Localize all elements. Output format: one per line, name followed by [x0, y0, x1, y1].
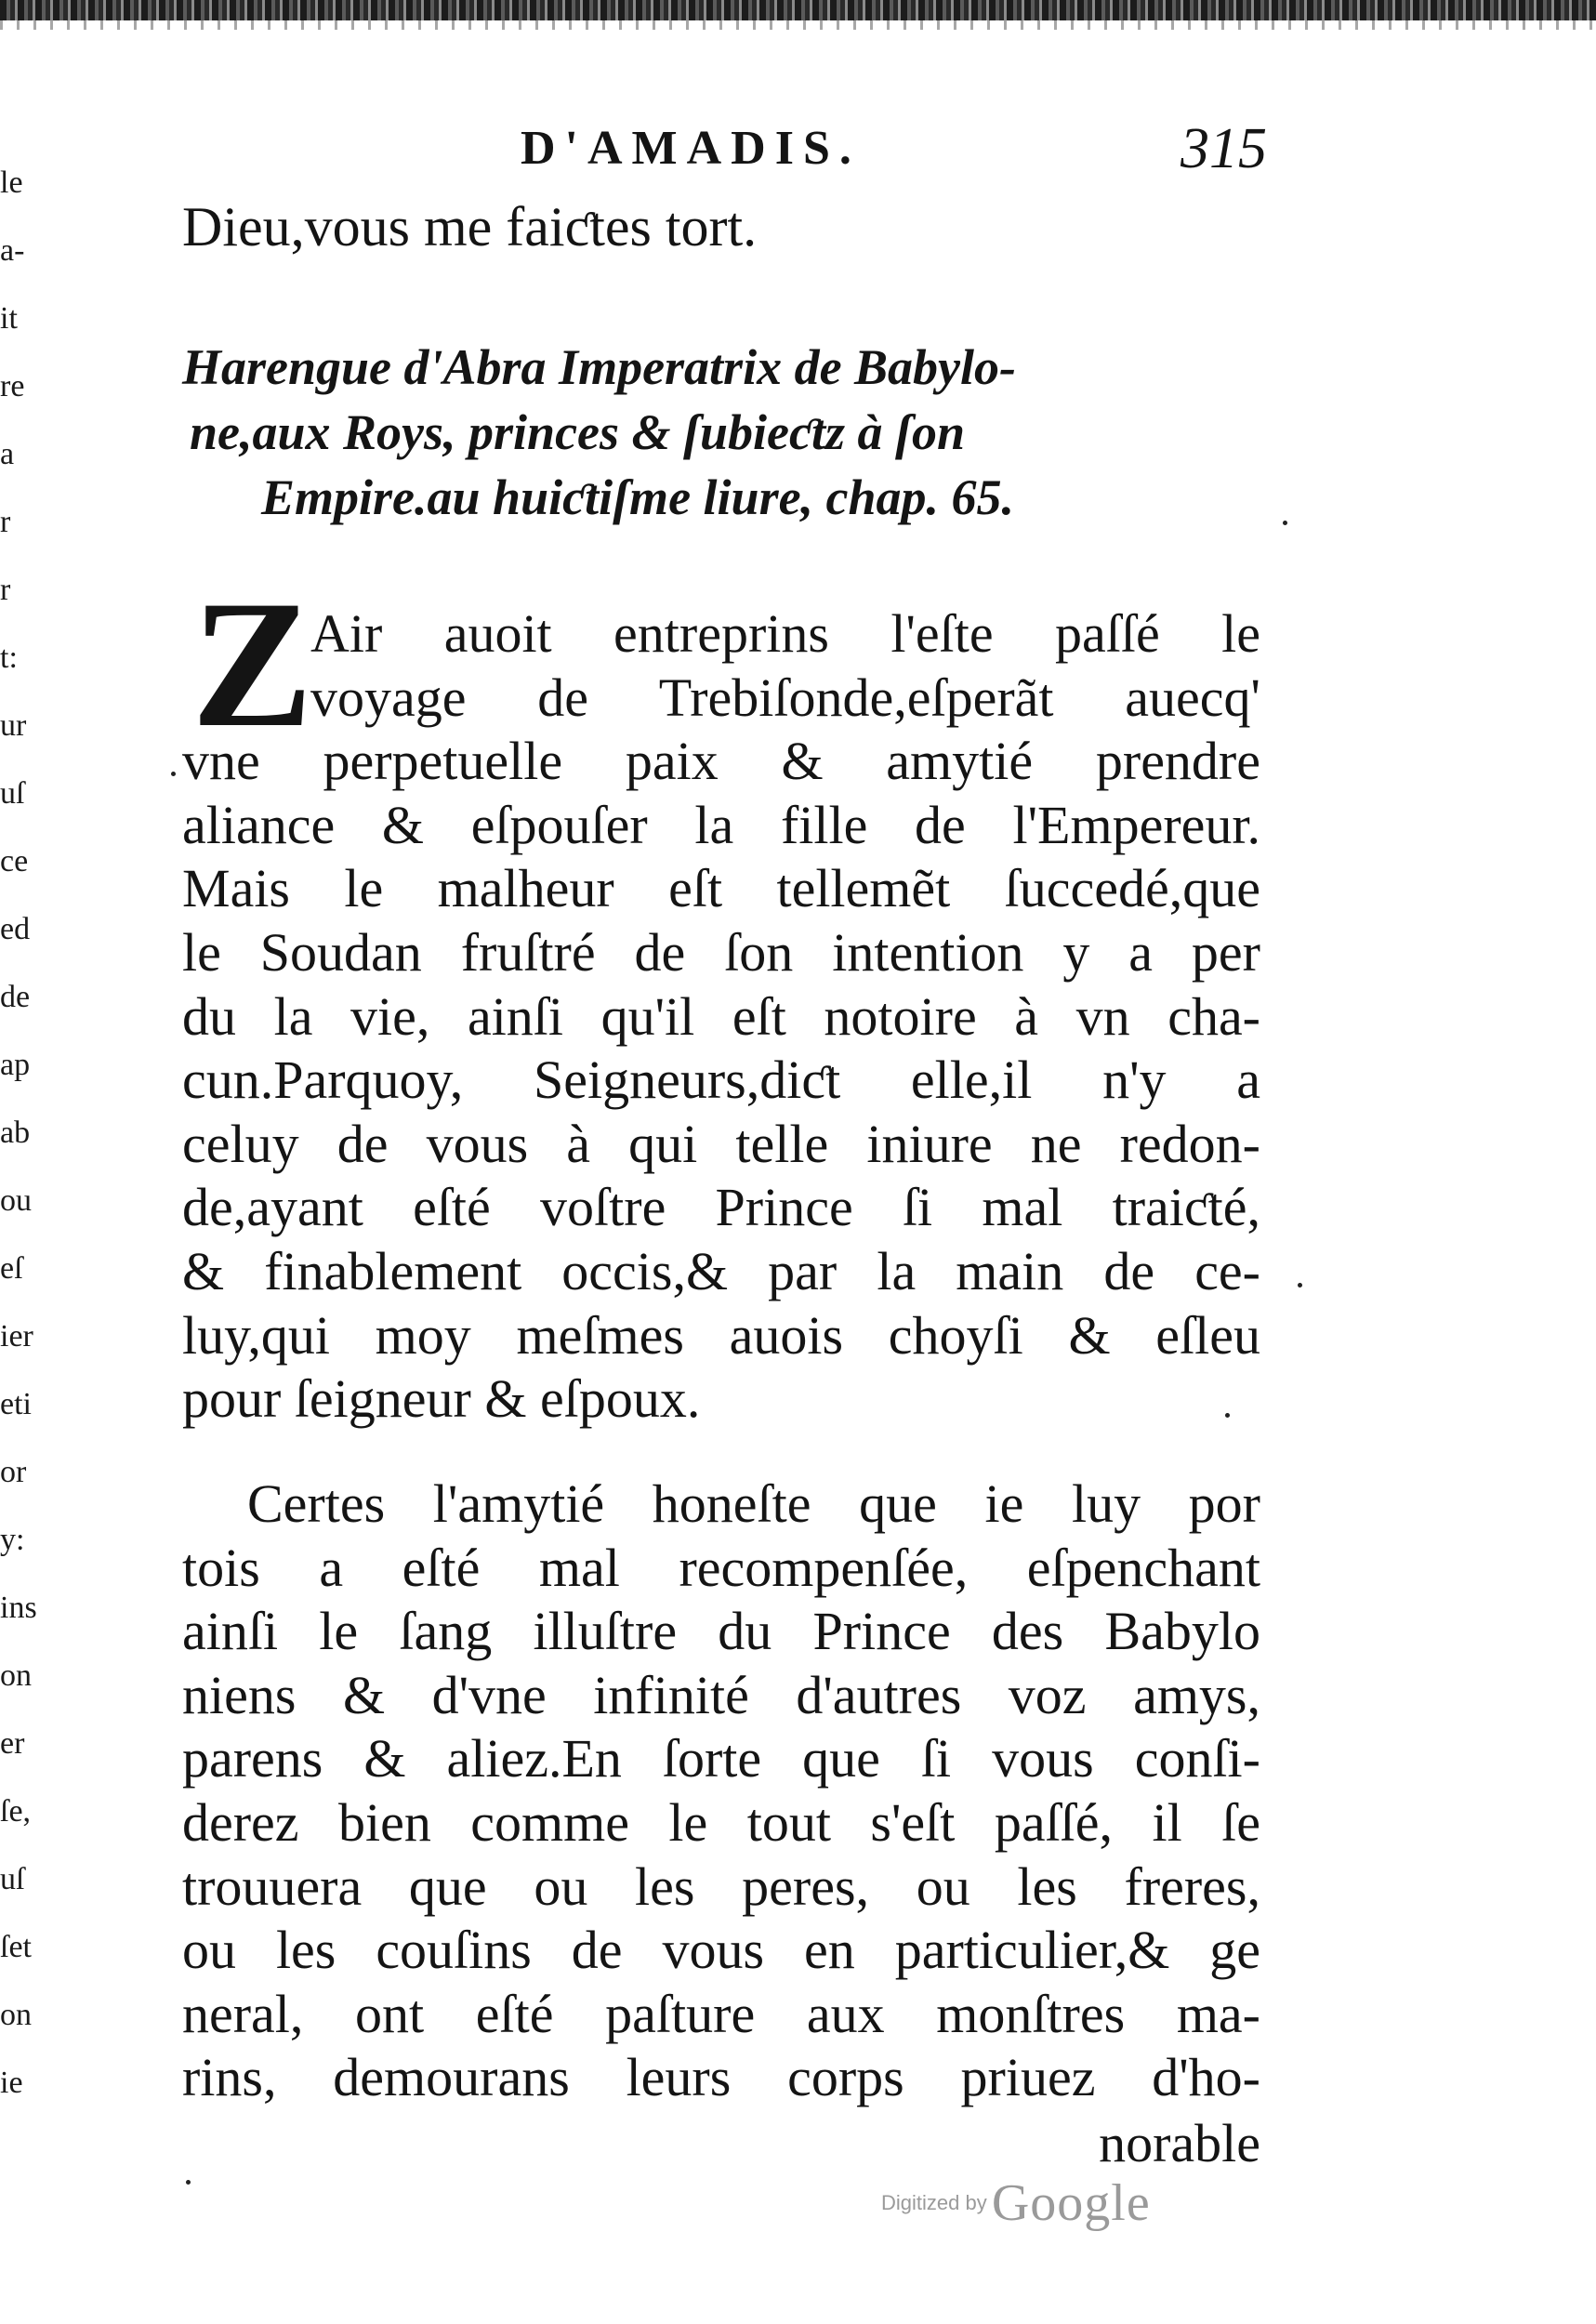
- continuation-text: [182, 195, 1260, 259]
- digitized-watermark: [881, 2173, 1151, 2248]
- margin-fragment: r: [0, 505, 11, 539]
- section-heading: [182, 335, 1214, 530]
- paragraph-1-line: de,ayant eſté voſtre Prince ſi mal traiƈté,: [182, 1177, 1260, 1238]
- margin-fragment: ſet: [0, 1930, 32, 1964]
- continuation-line: Dieu,vous me faiƈtes tort.: [182, 196, 758, 257]
- paragraph-2-line: trouuera que ou les peres, ou les freres,: [182, 1855, 1260, 1917]
- paragraph-2: [182, 1472, 1260, 2110]
- margin-fragment: or: [0, 1455, 27, 1489]
- catchword: norable: [1099, 2113, 1260, 2173]
- facing-page-margin: [0, 167, 41, 2147]
- margin-fragment: ed: [0, 912, 31, 946]
- margin-fragment: a-: [0, 233, 25, 268]
- margin-fragment: on: [0, 1658, 32, 1693]
- heading-line: ne,aux Roys, princes & ſubieƈtz à ſon: [190, 404, 966, 460]
- ink-speck: [1283, 521, 1287, 525]
- page-header: [0, 116, 1596, 181]
- heading-line: Harengue d'Abra Imperatrix de Babylo-: [182, 339, 1017, 395]
- margin-fragment: uſ: [0, 776, 25, 811]
- margin-fragment: le: [0, 165, 23, 200]
- margin-fragment: er: [0, 1726, 25, 1761]
- running-title: D'AMADIS.: [521, 122, 861, 175]
- margin-fragment: ab: [0, 1116, 31, 1150]
- paragraph-1-line: le Soudan fruſtré de ſon intention y a per: [182, 921, 1260, 983]
- margin-fragment: it: [0, 301, 18, 336]
- paragraph-1-line: celuy de vous à qui telle iniure ne redon-: [182, 1113, 1260, 1174]
- paragraph-2-line: ou les couſins de vous en particulier,& ge: [182, 1920, 1260, 1981]
- page-number: 315: [1181, 117, 1267, 180]
- margin-fragment: on: [0, 1998, 32, 2032]
- heading-line: Empire.au huiƈtiſme liure, chap. 65.: [261, 469, 1015, 525]
- ink-speck: [1225, 1413, 1230, 1418]
- page-top-edge: [0, 0, 1596, 20]
- paragraph-1-line: luy,qui moy meſmes auois choyſi & eſleu: [182, 1304, 1260, 1366]
- paragraph-1-line: Mais le malheur eſt tellemẽt ſuccedé,que: [182, 858, 1260, 919]
- margin-fragment: eti: [0, 1387, 32, 1421]
- watermark-prefix: Digitized by: [881, 2191, 987, 2214]
- margin-fragment: r: [0, 573, 11, 607]
- margin-fragment: de: [0, 980, 31, 1014]
- paragraph-1-line: voyage de Trebiſonde,eſperãt auecq': [310, 667, 1260, 728]
- paragraph-1-line: du la vie, ainſi qu'il eſt notoire à vn cha-: [182, 985, 1260, 1047]
- margin-fragment: uſ: [0, 1862, 25, 1896]
- page-top-edge-shadow: [0, 20, 1596, 30]
- margin-fragment: a: [0, 437, 15, 471]
- google-logo: Google: [991, 2174, 1151, 2232]
- paragraph-2-line: niens & d'vne infinité d'autres voz amys,: [182, 1664, 1260, 1725]
- margin-fragment: y:: [0, 1523, 25, 1557]
- paragraph-1-line: cun.Parquoy, Seigneurs,diƈt elle,il n'y a: [182, 1050, 1260, 1111]
- margin-fragment: ap: [0, 1048, 31, 1082]
- drop-cap-initial: Z: [191, 563, 313, 765]
- margin-fragment: re: [0, 369, 25, 403]
- paragraph-2-line: rins, demourans leurs corps priuez d'ho-: [182, 2047, 1260, 2108]
- margin-fragment: ou: [0, 1183, 32, 1218]
- paragraph-1-line: pour ſeigneur & eſpoux.: [182, 1368, 701, 1430]
- ink-speck: [171, 772, 176, 776]
- paragraph-2-line: parens & aliez.En ſorte que ſi vous conſi-: [182, 1728, 1260, 1789]
- paragraph-1-line: aliance & eſpouſer la fille de l'Empereur.: [182, 794, 1260, 855]
- margin-fragment: ſe,: [0, 1794, 32, 1829]
- margin-fragment: ins: [0, 1591, 37, 1625]
- margin-fragment: ier: [0, 1319, 33, 1353]
- paragraph-2-line: derez bien comme le tout s'eſt paſſé, il ſe: [182, 1791, 1260, 1853]
- margin-fragment: eſ: [0, 1251, 23, 1286]
- paragraph-2-line: Certes l'amytié honeſte que ie luy por: [247, 1473, 1260, 1534]
- margin-fragment: ie: [0, 2066, 23, 2100]
- ink-speck: [186, 2180, 191, 2185]
- paragraph-2-line: tois a eſté mal recompenſée, eſpenchant: [182, 1537, 1260, 1598]
- paragraph-2-line: ainſi le ſang illuſtre du Prince des Babylo: [182, 1601, 1260, 1662]
- ink-speck: [1298, 1283, 1302, 1287]
- paragraph-2-line: neral, ont eſté paſture aux monſtres ma-: [182, 1983, 1260, 2044]
- margin-fragment: t:: [0, 640, 18, 675]
- paragraph-1: [182, 602, 1260, 1432]
- margin-fragment: ce: [0, 844, 29, 878]
- paragraph-1-line: vne perpetuelle paix & amytié prendre: [182, 731, 1260, 792]
- paragraph-1-line: Air auoit entreprins l'eſte paſſé le: [310, 603, 1260, 664]
- margin-fragment: ur: [0, 708, 27, 743]
- paragraph-1-line: & finablement occis,& par la main de ce-: [182, 1240, 1260, 1301]
